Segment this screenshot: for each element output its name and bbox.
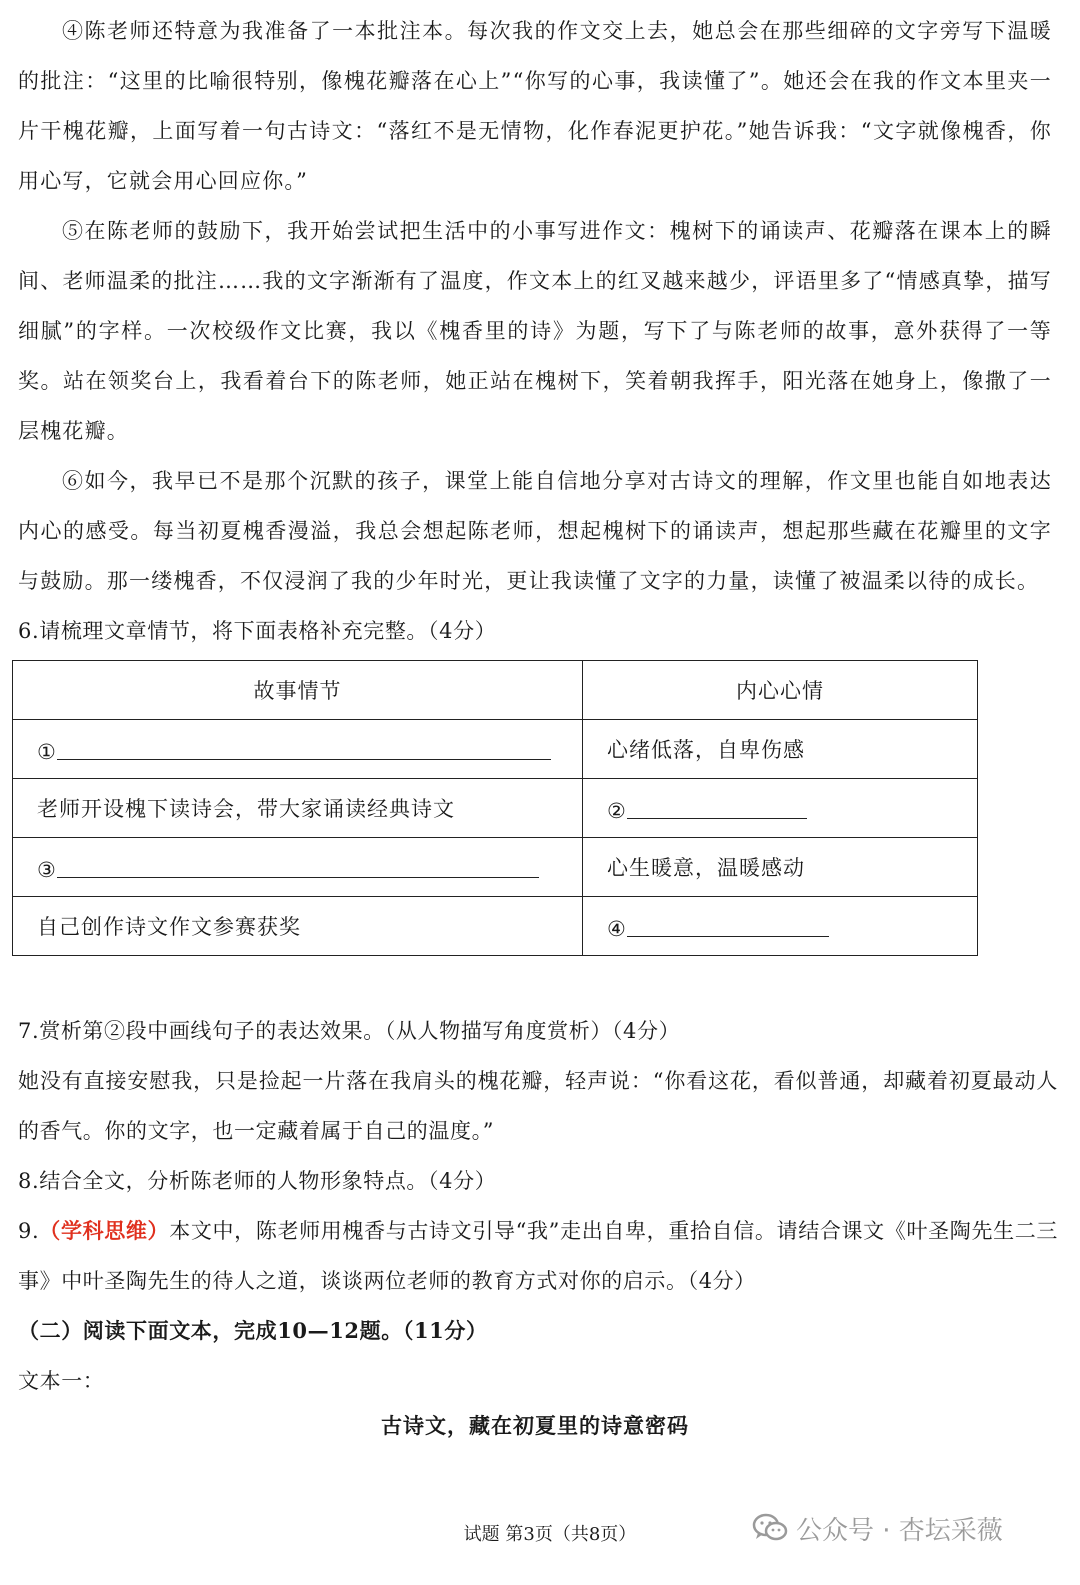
section-2-heading: （二）阅读下面文本，完成10—12题。（11分） bbox=[18, 1318, 488, 1343]
question-6: 6.请梳理文章情节，将下面表格补充完整。（4分） bbox=[18, 619, 497, 643]
question-9-text: 本文中，陈老师用槐香与古诗文引导“我”走出自卑，重拾自信。请结合课文《叶圣陶先生二三事》中叶圣陶先生的待人之道，谈谈两位老师的教育方式对你的启示。（4分） bbox=[18, 1219, 1058, 1293]
table-cell: 自己创作诗文作文参赛获奖 bbox=[13, 897, 583, 956]
text-1-label: 文本一： bbox=[18, 1369, 105, 1393]
table-row bbox=[13, 838, 978, 897]
table-row bbox=[13, 779, 978, 838]
blank-marker: ④ bbox=[607, 916, 627, 941]
watermark-text: 公众号 · 杏坛采薇 bbox=[796, 1515, 1003, 1546]
blank-marker: ③ bbox=[37, 857, 57, 882]
answer-blank[interactable] bbox=[627, 912, 829, 937]
subject-thinking-tag: （学科思维） bbox=[39, 1218, 170, 1243]
blank-marker: ① bbox=[37, 739, 57, 764]
paragraph-6: ⑥如今，我早已不是那个沉默的孩子，课堂上能自信地分享对古诗文的理解，作文里也能自如地表达内心的感受。每当初夏槐香漫溢，我总会想起陈老师，想起槐树下的诵读声，想起那些藏在花瓣里的文字与鼓励。那一缕槐香，不仅浸润了我的少年时光，更让我读懂了文字的力量，读懂了被温柔以待的成长。 bbox=[18, 469, 1052, 593]
plot-table bbox=[12, 660, 978, 956]
table-header-row bbox=[13, 661, 978, 720]
question-8: 8.结合全文，分析陈老师的人物形象特点。（4分） bbox=[18, 1169, 497, 1193]
paragraph-5: ⑤在陈老师的鼓励下，我开始尝试把生活中的小事写进作文：槐树下的诵读声、花瓣落在课本上的瞬间、老师温柔的批注……我的文字渐渐有了温度，作文本上的红叉越来越少，评语里多了“情感真挚，描写细腻”的字样。一次校级作文比赛，我以《槐香里的诗》为题，写下了与陈老师的故事，意外获得了一等奖。站在领奖台上，我看着台下的陈老师，她正站在槐树下，笑着朝我挥手，阳光落在她身上，像撒了一层槐花瓣。 bbox=[18, 219, 1052, 443]
table-cell: 老师开设槐下读诗会，带大家诵读经典诗文 bbox=[13, 779, 583, 838]
text-1-title: 古诗文，藏在初夏里的诗意密码 bbox=[381, 1414, 689, 1438]
question-9 bbox=[18, 1206, 1058, 1306]
answer-blank[interactable] bbox=[627, 794, 807, 819]
table-cell bbox=[583, 779, 978, 838]
page-footer: 试题 第3页（共8页） bbox=[463, 1524, 637, 1545]
table-cell bbox=[13, 720, 583, 779]
table-cell: 心生暖意，温暖感动 bbox=[583, 838, 978, 897]
answer-blank[interactable] bbox=[57, 735, 551, 760]
watermark bbox=[752, 1508, 1003, 1548]
table-row bbox=[13, 897, 978, 956]
table-cell: 心绪低落，自卑伤感 bbox=[583, 720, 978, 779]
question-9-number: 9. bbox=[18, 1219, 40, 1243]
blank-marker: ② bbox=[607, 798, 627, 823]
wechat-icon bbox=[752, 1513, 788, 1543]
table-cell bbox=[583, 897, 978, 956]
paragraph-4: ④陈老师还特意为我准备了一本批注本。每次我的作文交上去，她总会在那些细碎的文字旁写下温暖的批注：“这里的比喻很特别，像槐花瓣落在心上”“你写的心事，我读懂了”。她还会在我的作文本里夹一片干槐花瓣，上面写着一句古诗文：“落红不是无情物，化作春泥更护花。”她告诉我：“文字就像槐香，你用心写，它就会用心回应你。” bbox=[18, 19, 1052, 193]
table-row bbox=[13, 720, 978, 779]
header-feeling: 内心心情 bbox=[583, 661, 978, 720]
table-cell bbox=[13, 838, 583, 897]
header-plot: 故事情节 bbox=[13, 661, 583, 720]
question-7-quote: 她没有直接安慰我，只是捡起一片落在我肩头的槐花瓣，轻声说：“你看这花，看似普通，却藏着初夏最动人的香气。你的文字，也一定藏着属于自己的温度。” bbox=[18, 1069, 1058, 1143]
question-7: 7.赏析第②段中画线句子的表达效果。（从人物描写角度赏析）（4分） bbox=[18, 1019, 681, 1043]
answer-blank[interactable] bbox=[57, 853, 539, 878]
